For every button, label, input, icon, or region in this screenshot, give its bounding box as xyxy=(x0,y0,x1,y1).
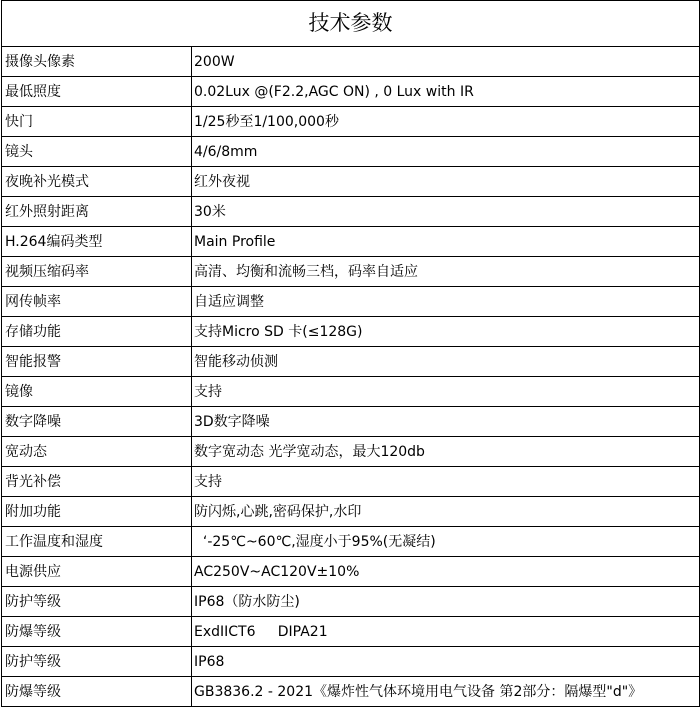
param-value: 1/25秒至1/100,000秒 xyxy=(192,107,700,137)
table-row xyxy=(2,407,700,437)
param-label: 背光补偿 xyxy=(2,467,192,497)
param-value: 支持Micro SD 卡(≤128G) xyxy=(192,317,700,347)
table-row xyxy=(2,167,700,197)
param-label: 快门 xyxy=(2,107,192,137)
param-value: IP68 xyxy=(192,647,700,677)
param-value: 红外夜视 xyxy=(192,167,700,197)
param-label: 网传帧率 xyxy=(2,287,192,317)
param-value: 智能移动侦测 xyxy=(192,347,700,377)
param-value: Main Profile xyxy=(192,227,700,257)
param-label: 防护等级 xyxy=(2,647,192,677)
table-row xyxy=(2,77,700,107)
param-label: 夜晚补光模式 xyxy=(2,167,192,197)
param-label: 工作温度和湿度 xyxy=(2,527,192,557)
param-label: 智能报警 xyxy=(2,347,192,377)
param-value: ExdIICT6 DIPA21 xyxy=(192,617,700,647)
table-row xyxy=(2,527,700,557)
param-label: 防护等级 xyxy=(2,587,192,617)
param-label: 视频压缩码率 xyxy=(2,257,192,287)
table-row xyxy=(2,377,700,407)
table-row xyxy=(2,677,700,707)
param-value: 200W xyxy=(192,47,700,77)
param-label: 防爆等级 xyxy=(2,677,192,707)
param-label: 镜像 xyxy=(2,377,192,407)
table-row xyxy=(2,107,700,137)
table-row xyxy=(2,617,700,647)
param-label: 摄像头像素 xyxy=(2,47,192,77)
param-label: 防爆等级 xyxy=(2,617,192,647)
table-row xyxy=(2,317,700,347)
param-label: 镜头 xyxy=(2,137,192,167)
table-row xyxy=(2,467,700,497)
param-label: 存储功能 xyxy=(2,317,192,347)
param-value: AC250V~AC120V±10% xyxy=(192,557,700,587)
param-value: 4/6/8mm xyxy=(192,137,700,167)
table-row xyxy=(2,437,700,467)
param-value: 30米 xyxy=(192,197,700,227)
param-value: 3D数字降噪 xyxy=(192,407,700,437)
param-label: 最低照度 xyxy=(2,77,192,107)
param-value: 0.02Lux @(F2.2,AGC ON) , 0 Lux with IR xyxy=(192,77,700,107)
table-row xyxy=(2,227,700,257)
param-label: 数字降噪 xyxy=(2,407,192,437)
param-label: 红外照射距离 xyxy=(2,197,192,227)
table-row xyxy=(2,287,700,317)
table-row xyxy=(2,497,700,527)
param-value: 防闪烁,心跳,密码保护,水印 xyxy=(192,497,700,527)
table-row xyxy=(2,257,700,287)
table-row xyxy=(2,647,700,677)
param-value: 自适应调整 xyxy=(192,287,700,317)
param-value: ‘-25℃~60℃,湿度小于95%(无凝结) xyxy=(192,527,700,557)
param-value: 数字宽动态 光学宽动态，最大120db xyxy=(192,437,700,467)
spec-table xyxy=(1,0,700,707)
title-row xyxy=(2,1,700,47)
param-value: 支持 xyxy=(192,377,700,407)
param-value: 高清、均衡和流畅三档，码率自适应 xyxy=(192,257,700,287)
spec-table-body xyxy=(2,1,700,707)
table-row xyxy=(2,47,700,77)
table-row xyxy=(2,587,700,617)
table-row xyxy=(2,557,700,587)
table-row xyxy=(2,197,700,227)
param-value: 支持 xyxy=(192,467,700,497)
param-value: GB3836.2 - 2021《爆炸性气体环境用电气设备 第2部分：隔爆型"d"》 xyxy=(192,677,700,707)
table-row xyxy=(2,137,700,167)
table-title: 技术参数 xyxy=(2,1,700,47)
param-value: IP68（防水防尘) xyxy=(192,587,700,617)
param-label: 附加功能 xyxy=(2,497,192,527)
param-label: 宽动态 xyxy=(2,437,192,467)
param-label: 电源供应 xyxy=(2,557,192,587)
param-label: H.264编码类型 xyxy=(2,227,192,257)
table-row xyxy=(2,347,700,377)
